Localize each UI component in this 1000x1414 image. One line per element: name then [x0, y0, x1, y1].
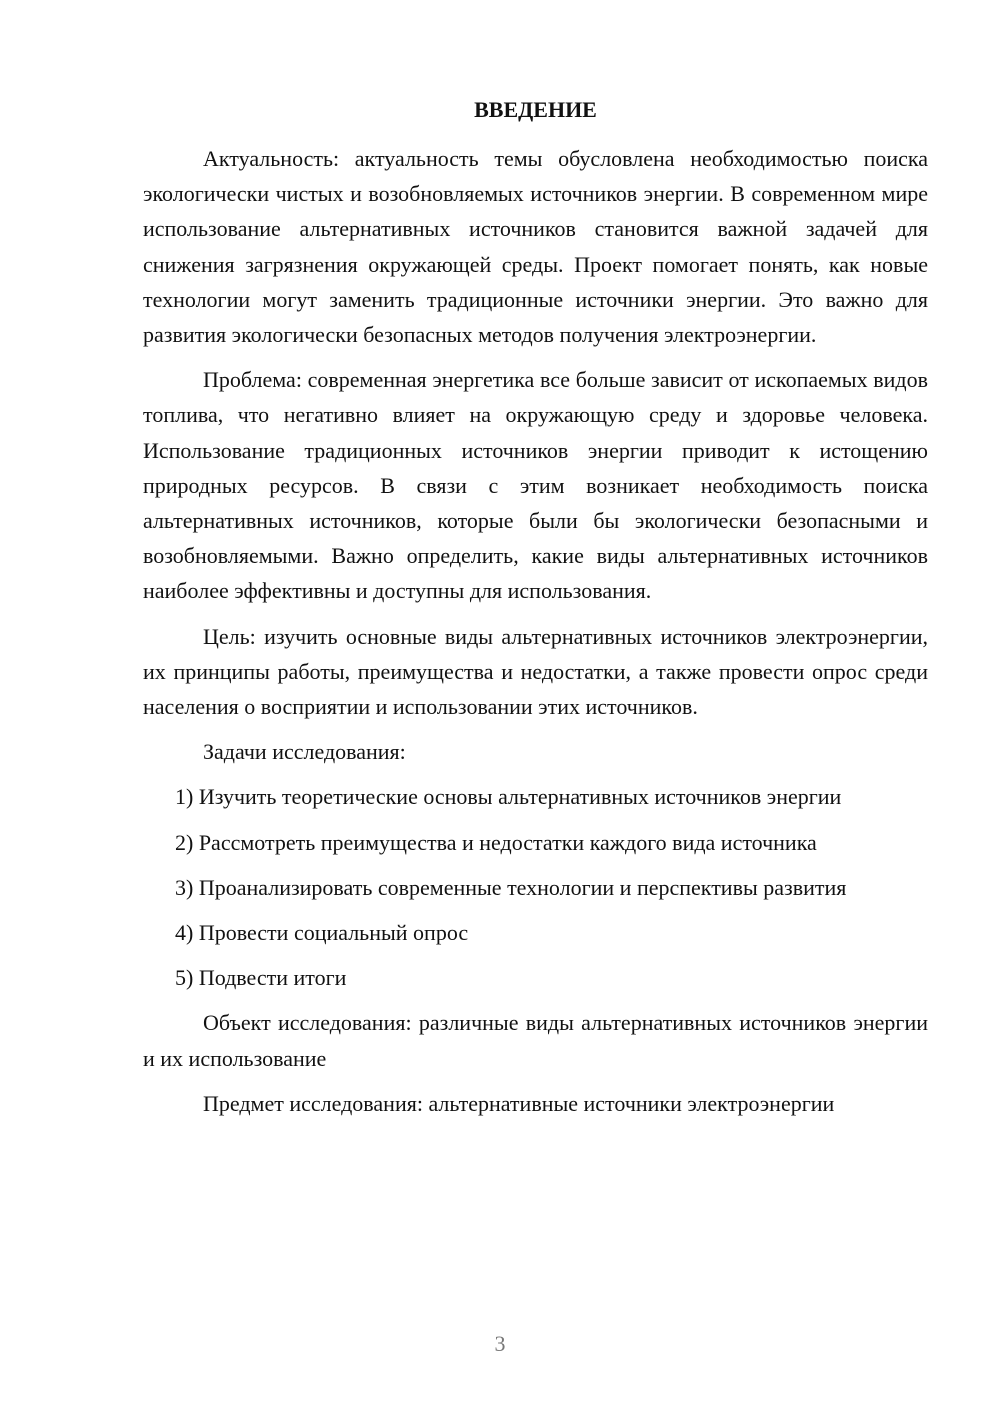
task-item-4: 4) Провести социальный опрос [175, 920, 469, 946]
tasks-title: Задачи исследования: [203, 739, 406, 765]
paragraph-relevance: Актуальность: актуальность темы обусловлена необходимостью поиска экологически чистых и возобновляемых источников энергии. В современном мире использование альтернативных источников становится важной задачей для снижения загрязнения окружающей среды. Проект помогает понять, как новые технологии могут заменить традиционные источники энергии. Это важно для развития экологически безопасных методов получения электроэнергии. [143, 146, 928, 348]
paragraph-problem: Проблема: современная энергетика все больше зависит от ископаемых видов топлива, что негативно влияет на окружающую среду и здоровье человека. Использование традиционных источников энергии приводит к истощению природных ресурсов. В связи с этим возникает необходимость поиска альтернативных источников, которые были бы экологически безопасными и возобновляемыми. Важно определить, какие виды альтернативных источников наиболее эффективны и доступны для использования. [143, 367, 928, 604]
document-page [143, 92, 928, 1131]
task-item-1: 1) Изучить теоретические основы альтернативных источников энергии [175, 784, 842, 810]
task-item-5: 5) Подвести итоги [175, 965, 347, 991]
paragraph-subject: Предмет исследования: альтернативные источники электроэнергии [203, 1090, 835, 1116]
section-heading: ВВЕДЕНИЕ [474, 97, 597, 122]
paragraph-goal: Цель: изучить основные виды альтернативных источников электроэнергии, их принципы работы, преимущества и недостатки, а также провести опрос среди населения о восприятии и использовании этих источников. [143, 623, 928, 720]
task-item-2: 2) Рассмотреть преимущества и недостатки каждого вида источника [175, 829, 817, 855]
page-number: 3 [494, 1331, 506, 1356]
paragraph-object: Объект исследования: различные виды альтернативных источников энергии и их использование [143, 1010, 928, 1071]
task-item-3: 3) Проанализировать современные технологии и перспективы развития [175, 874, 847, 900]
